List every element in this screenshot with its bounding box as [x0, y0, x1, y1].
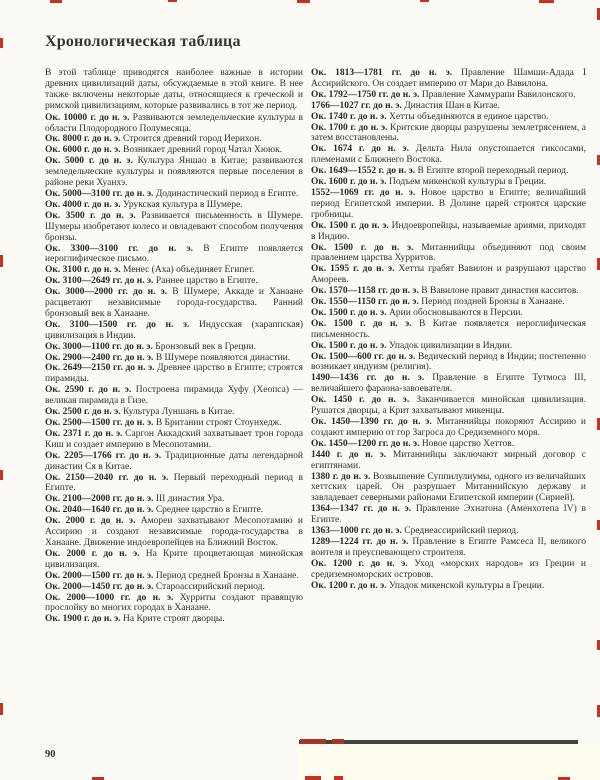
entry-text: Ведический период в Индии; постепенно возникает индуизм (религия).	[311, 351, 586, 373]
entry-date: Ок. 2500 г. до н. э.	[45, 407, 121, 418]
entry-date: Ок. 2000—1000 гг. до н. э.	[45, 592, 174, 603]
entry-text: Развивается письменность в Шумере. Шумеры изобретают колесо и овладевают способом получения бронзы.	[45, 210, 303, 243]
entry-text: Митаннийцы объединяют под своим правлением царства Хурритов.	[311, 242, 586, 264]
page-number: 90	[45, 749, 56, 760]
entry-date: Ок. 3100—2649 гг. до н. э.	[45, 276, 154, 287]
timeline-entry	[45, 145, 303, 156]
scan-mark	[420, 0, 429, 2]
timeline-entry	[311, 450, 586, 472]
entry-text: Правление Шамши-Адада I Ассирийского. Он создает империю от Мари до Вавилона.	[311, 68, 586, 89]
entry-text: Дельта Нила опустошается гиксосами, племенами с Ближнего Востока.	[311, 144, 586, 166]
entry-text: Культура Яншао в Китае; развиваются земледельческие культуры и появляются первые поселения в районе реки Хуанхэ.	[45, 156, 303, 189]
entry-text: В Британии строят Стоунхедж.	[153, 418, 282, 428]
timeline-entry	[45, 505, 303, 516]
entry-text: Заканчивается минойская цивилизация. Рушатся дворцы, а Крит захватывают микенцы.	[311, 395, 586, 417]
entry-date: 1552—1069 гг. до н. э.	[311, 187, 416, 198]
entry-text: В Шумере, Аккаде и Ханаане расцветают независимые города-государства. Ранний бронзовый век в Ханаане.	[45, 287, 303, 319]
timeline-entry	[45, 385, 303, 407]
entry-text: Развиваются земледельческие культуры в области Плодородного Полумесяца.	[45, 112, 303, 134]
entry-text: На Крите строят дворцы.	[120, 614, 225, 625]
entry-date: Ок. 3000—2000 гг. до н. э.	[45, 287, 168, 298]
entry-text: Правление Хаммурапи Вавилонского.	[419, 89, 576, 100]
entry-text: Менес (Аха) объединяет Египет.	[120, 265, 255, 276]
entry-date: 1363—1000 гг. до н. э.	[311, 526, 402, 537]
timeline-entry	[45, 593, 303, 615]
scan-mark	[0, 255, 3, 267]
entry-text: Додинастический период в Египте.	[153, 188, 299, 199]
entry-date: Ок. 2000 г. до н. э.	[45, 548, 140, 559]
scan-shadow-artifact	[298, 744, 600, 780]
entry-text: Династия Шан в Китае.	[401, 100, 500, 111]
entry-text: Древнее царство в Египте; строятся пирамиды.	[45, 363, 303, 385]
entry-date: Ок. 3000—1100 гг. до н. э.	[45, 341, 153, 352]
entry-date: Ок. 3100 г. до н. э.	[45, 265, 121, 276]
entry-text: Раннее царство в Египте.	[153, 276, 258, 287]
timeline-entry	[311, 439, 586, 450]
timeline-entry	[311, 472, 586, 505]
timeline-column-left	[45, 68, 303, 745]
timeline-entry	[311, 112, 586, 123]
entry-date: Ок. 2590 г. до н. э.	[45, 385, 132, 396]
entry-text: Староассирийский период.	[153, 581, 265, 592]
entry-date: Ок. 1500 г. до н. э.	[311, 242, 414, 253]
entry-text: Период средней Бронзы в Ханаане.	[153, 570, 299, 581]
timeline-entry	[45, 287, 303, 320]
timeline-entry	[311, 537, 586, 559]
timeline-entry	[45, 494, 303, 505]
entry-text: Митаннийцы заключают мирный договор с египтянами.	[311, 449, 586, 471]
entry-text: Митаннийцы покоряют Ассирию и создают империю от гор Загроса до Средиземного моря.	[311, 417, 586, 438]
entry-date: Ок. 1200 г. до н. э.	[311, 580, 387, 591]
entry-text: Построена пирамида Хуфу (Хеопса) — великая пирамида в Гизе.	[45, 385, 303, 407]
timeline-entry	[311, 504, 586, 526]
intro-paragraph: В этой таблице приводятся наиболее важные в истории древних цивилизаций даты, обсуждаемые в этой книге. В нее также включены некоторые даты, относящиеся к греческой и римской цивилизациям, которые развивались в тот же период.	[45, 68, 303, 111]
entry-text: Хурриты создают правящую прослойку во многих городах в Ханаане.	[45, 592, 303, 614]
timeline-entry	[311, 297, 586, 308]
timeline-entry	[311, 264, 586, 286]
timeline-entry	[45, 189, 303, 200]
timeline-entry	[45, 571, 303, 582]
timeline-entry	[45, 451, 303, 473]
scan-mark	[305, 776, 321, 780]
entry-text: Упадок микенской культуры в Греции.	[386, 580, 545, 591]
timeline-entry	[311, 90, 586, 101]
entry-date: Ок. 1550—1150 гг. до н. э.	[311, 297, 419, 308]
entry-date: 1490—1436 гг. до н. э.	[311, 373, 425, 384]
timeline-entry	[311, 286, 586, 297]
entry-date: Ок. 1500—600 гг. до н. э.	[311, 351, 416, 362]
timeline-entry	[45, 200, 303, 211]
entry-date: 1289—1224 гг. до н. э.	[311, 536, 409, 547]
entry-date: Ок. 1500 г. до н. э.	[311, 318, 412, 329]
entry-date: Ок. 2150—2040 гг. до н. э.	[45, 472, 169, 483]
entry-date: Ок. 1740 г. до н. э.	[311, 111, 387, 122]
timeline-entry	[45, 473, 303, 495]
timeline-entry	[311, 221, 586, 243]
timeline-entry	[311, 559, 586, 581]
entry-date: 1380 г. до н. э.	[311, 471, 371, 482]
entry-text: Среднее царство в Египте.	[153, 505, 264, 516]
entry-date: Ок. 2000—1500 гг. до н. э.	[45, 570, 154, 581]
timeline-entry	[311, 319, 586, 341]
timeline-entry	[45, 265, 303, 276]
entry-text: Возвышение Суппилулиумы, одного из величайших хеттских царей. Он разрушает Митаннийскую державу и завладевает северными районами Египетской империи (Сирией).	[311, 471, 586, 504]
entry-date: Ок. 1450—1390 гг. до н. э.	[311, 417, 432, 427]
timeline-entry	[311, 123, 586, 145]
timeline-entry	[311, 68, 586, 90]
entry-date: Ок. 1900 г. до н. э.	[45, 614, 121, 625]
entry-date: Ок. 2500—1500 гг. до н. э.	[45, 418, 154, 428]
entry-date: Ок. 3300—3100 гг. до н. э.	[45, 243, 193, 254]
entry-text: Строится древний город Иерихон.	[120, 134, 262, 145]
entry-text: Амореи захватывают Месопотамию и Ассирию и создают независимые города-государства в Ханаане. Движение индоевропейцев на Ближний Восток.	[45, 516, 303, 548]
entry-text: Саргон Аккадский захватывает трон города Киш и создает империю в Месопотамии.	[45, 428, 303, 450]
timeline-entry	[311, 581, 586, 592]
entry-date: Ок. 1570—1158 гг. до н. э.	[311, 286, 419, 297]
entry-date: Ок. 1700 г. до н. э.	[311, 122, 388, 133]
timeline-entry	[45, 429, 303, 451]
timeline-entry	[311, 395, 586, 417]
entry-date: Ок. 1500 г. до н. э.	[311, 307, 387, 318]
entry-date: Ок. 3100—1500 гг. до н. э.	[45, 319, 190, 330]
scan-mark	[168, 0, 177, 2]
entry-date: Ок. 1600 г. до н. э.	[311, 177, 387, 188]
scan-mark	[300, 739, 326, 744]
entry-date: Ок. 5000—3100 гг. до н. э.	[45, 188, 154, 199]
timeline-entry	[45, 244, 303, 266]
timeline-entry	[311, 417, 586, 439]
entry-date: 1364—1347 гг. до н. э.	[311, 504, 412, 515]
timeline-entry	[45, 276, 303, 287]
scan-mark	[334, 776, 343, 780]
entry-text: В Египте появляется иероглифическое письмо.	[45, 243, 303, 265]
entry-text: III династия Ура.	[153, 494, 225, 505]
scan-mark	[297, 0, 310, 3]
entry-date: Ок. 1450 г. до н. э.	[311, 395, 410, 406]
timeline-entry	[45, 211, 303, 244]
entry-date: Ок. 1813—1781 гг. до н. э.	[311, 68, 453, 78]
entry-date: Ок. 2205—1766 гг. до н. э.	[45, 450, 162, 461]
timeline-entry	[45, 614, 303, 625]
entry-date: Ок. 8000 г. до н. э.	[45, 134, 121, 145]
entry-date: Ок. 4000 г. до н. э.	[45, 199, 121, 210]
entry-text: Правление в Египте Тутмоса III, величайшего фараона-завоевателя.	[311, 373, 586, 395]
entry-date: Ок. 10000 г. до н. э.	[45, 112, 130, 123]
timeline-entry	[311, 177, 586, 188]
entry-text: Правление в Египте Рамсеса II, великого воителя и преуспевающего строителя.	[311, 536, 586, 558]
timeline-entry	[311, 101, 586, 112]
scan-mark	[0, 703, 3, 715]
entry-date: Ок. 1649—1552 г. до н. э.	[311, 166, 416, 177]
entry-date: Ок. 2040—1640 гг. до н. э.	[45, 505, 154, 516]
entry-text: Арии обосновываются в Персии.	[386, 307, 523, 318]
entry-date: Ок. 2649—2150 гг. до н. э.	[45, 363, 155, 374]
entry-text: Среднеассирийский период.	[401, 526, 519, 537]
entry-date: Ок. 2371 г. до н. э.	[45, 428, 123, 439]
entry-text: В Египте второй переходный период.	[415, 166, 569, 177]
entry-text: Традиционные даты легендарной династии Ся в Китае.	[45, 450, 303, 472]
entry-text: Индусская (хараппская) цивилизация в Индии.	[45, 319, 303, 341]
timeline-entry	[311, 373, 586, 395]
entry-text: Хетты грабят Вавилон и разрушают царство Амореев.	[311, 264, 586, 286]
timeline-column-right	[311, 68, 586, 752]
entry-date: Ок. 1674 г. до н. э.	[311, 144, 409, 155]
timeline-entry	[45, 582, 303, 593]
timeline-entry	[45, 156, 303, 189]
entry-text: На Крите процветающая минойская цивилизация.	[45, 548, 303, 570]
entry-text: Первый переходный период в Египте.	[45, 472, 303, 494]
timeline-entry	[311, 352, 586, 374]
scan-mark	[0, 470, 3, 480]
entry-text: Подъем микенской культуры в Греции.	[386, 177, 547, 188]
timeline-entry	[45, 549, 303, 571]
scan-mark	[0, 38, 3, 48]
entry-text: Культура Луншань в Китае.	[120, 407, 235, 418]
entry-date: Ок. 1200 г. до н. э.	[311, 558, 408, 569]
timeline-entry	[45, 353, 303, 364]
timeline-entry	[311, 144, 586, 166]
entry-date: Ок. 3500 г. до н. э.	[45, 210, 136, 221]
entry-date: Ок. 6000 г. до н. э.	[45, 145, 121, 156]
entry-date: Ок. 2900—2400 гг. до н. э.	[45, 352, 154, 363]
entry-text: Правление Эхнатона (Аменхотепа IV) в Египте.	[311, 504, 586, 526]
timeline-entry	[311, 243, 586, 265]
entry-text: Новое царство Хеттов.	[419, 438, 515, 449]
timeline-entry	[45, 516, 303, 549]
timeline-entry	[45, 320, 303, 342]
entry-text: Хетты объединяются в единое царство.	[386, 111, 549, 122]
timeline-entry	[311, 341, 586, 352]
entry-date: Ок. 5000 г. до н. э.	[45, 156, 133, 167]
entry-text: Возникает древний город Чатал Хююк.	[120, 145, 283, 156]
entry-text: Упадок цивилизации в Индии.	[386, 340, 513, 351]
entry-date: Ок. 1450—1200 гг. до н. э.	[311, 438, 420, 449]
timeline-entry	[311, 166, 586, 177]
entry-text: Бронзовый век в Греции.	[152, 341, 257, 352]
entry-date: Ок. 2000—1450 гг. до н. э.	[45, 581, 154, 592]
entry-text: В Китае появляется иероглифическая письменность.	[311, 318, 586, 340]
entry-date: Ок. 1792—1750 гг. до н. э.	[311, 89, 420, 100]
scan-mark	[332, 739, 344, 744]
timeline-entry	[45, 363, 303, 385]
entry-text: В Шумере появляются династии.	[153, 352, 291, 363]
entry-date: Ок. 2000 г. до н. э.	[45, 516, 136, 527]
timeline-entry	[311, 526, 586, 537]
timeline-entry	[45, 134, 303, 145]
timeline-entry	[311, 188, 586, 221]
timeline-entry	[311, 308, 586, 319]
scan-mark	[50, 0, 62, 3]
entry-text: Уход «морских народов» из Греции и средиземноморских островов.	[311, 558, 586, 580]
timeline-entry	[45, 113, 303, 135]
scan-mark	[539, 0, 554, 3]
entry-date: Ок. 1595 г. до н. э.	[311, 264, 395, 275]
timeline-entry	[45, 407, 303, 418]
entry-date: Ок. 1500 г. до н. э.	[311, 220, 389, 231]
entry-text: Период поздней Бронзы в Ханаане.	[418, 297, 565, 308]
entry-text: Индоевропейцы, называемые ариями, приходят в Индию.	[311, 220, 586, 242]
timeline-entry	[45, 418, 303, 429]
entry-text: Урукская культура в Шумере.	[120, 199, 243, 210]
timeline-entry	[45, 342, 303, 353]
page-title: Хронологическая таблица	[45, 33, 241, 50]
entry-text: В Вавилоне правит династия касситов.	[418, 286, 579, 297]
entry-date: 1766—1027 гг. до н. э.	[311, 100, 402, 111]
entry-date: Ок. 1500 г. до н. э.	[311, 340, 387, 351]
entry-date: 1440 г. до н. э.	[311, 449, 387, 460]
entry-date: Ок. 2100—2000 гг. до н. э.	[45, 494, 154, 505]
entry-text: Критские дворцы разрушены землетрясением, а затем восстановлены.	[311, 122, 586, 144]
entry-text: Новое царство в Египте; величайший период Египетской империи. В Долине царей строятся царские гробницы.	[311, 187, 586, 220]
